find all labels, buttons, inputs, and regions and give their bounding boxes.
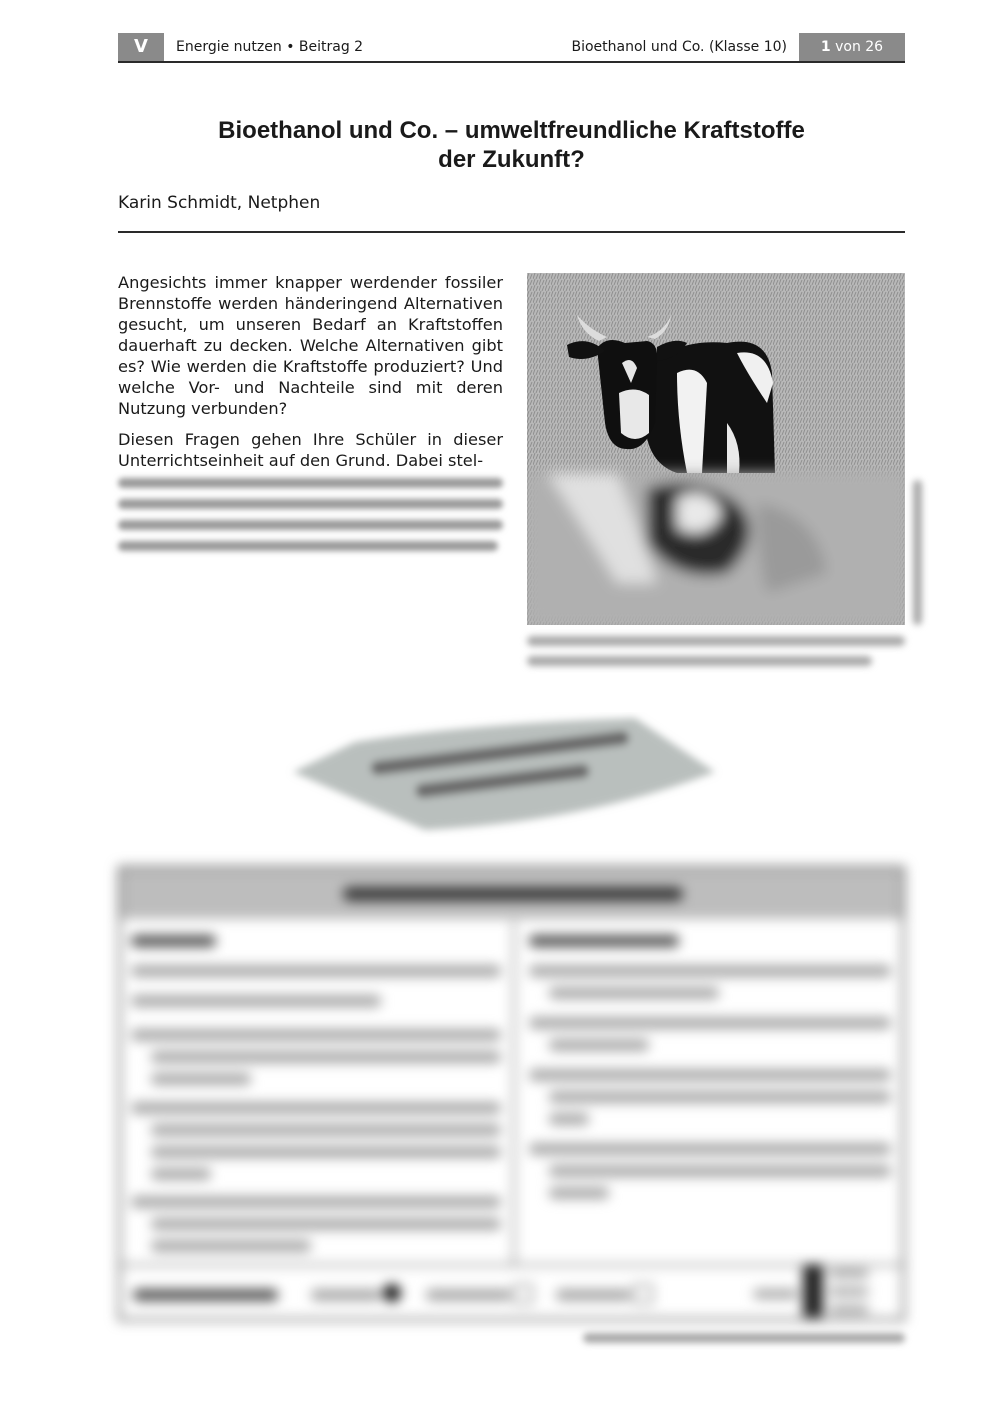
- series-label: Energie nutzen • Beitrag 2: [176, 39, 364, 55]
- page-total: von 26: [835, 39, 884, 55]
- blurred-text-line: [118, 478, 503, 488]
- intro-paragraph-1: Angesichts immer knapper werdender fossiler Brennstoffe werden händeringend Alternativen gesucht, um unseren Bedarf an Kraftstoffen dauerhaft zu decken. Welche Alternativen gibt es? Wie werden die Kraftstoffe produziert? Und welche Vor- und Nachteile sind mit deren Nutzung verbunden?: [118, 273, 503, 418]
- blurred-text-line: [118, 499, 503, 509]
- arrow-shape: [285, 712, 730, 837]
- summary-box-divider: [513, 921, 515, 1264]
- summary-box: [118, 866, 905, 1321]
- photo-caption-line: [527, 636, 905, 646]
- blurred-photo-area: [527, 473, 905, 625]
- page-indicator: [799, 33, 905, 61]
- blurred-text-line: [118, 520, 503, 530]
- summary-box-header: [121, 869, 902, 919]
- title-line-1: Bioethanol und Co. – umweltfreundliche Kraftstoffe: [218, 117, 805, 144]
- author: Karin Schmidt, Netphen: [118, 193, 321, 213]
- blurred-text-line: [118, 541, 498, 551]
- cow-photo-drawing: [527, 273, 905, 625]
- page-title: [118, 116, 905, 174]
- cow-photo: [527, 273, 905, 625]
- summary-box-footer-rule: [121, 1264, 902, 1266]
- level-badge: V: [118, 33, 164, 61]
- page-header: [118, 33, 905, 63]
- title-line-2: der Zukunft?: [438, 146, 585, 173]
- photo-credit: [913, 480, 922, 625]
- title-divider: [118, 231, 905, 233]
- topic-label: Bioethanol und Co. (Klasse 10): [571, 39, 787, 55]
- photo-caption-line: [527, 656, 872, 666]
- copyright-line: [583, 1333, 905, 1343]
- intro-paragraph-2: Diesen Fragen gehen Ihre Schüler in dieser Unterrichtseinheit auf den Grund. Dabei stel-: [118, 430, 503, 470]
- page-current: 1: [820, 39, 831, 55]
- feedback-banner: [285, 712, 730, 837]
